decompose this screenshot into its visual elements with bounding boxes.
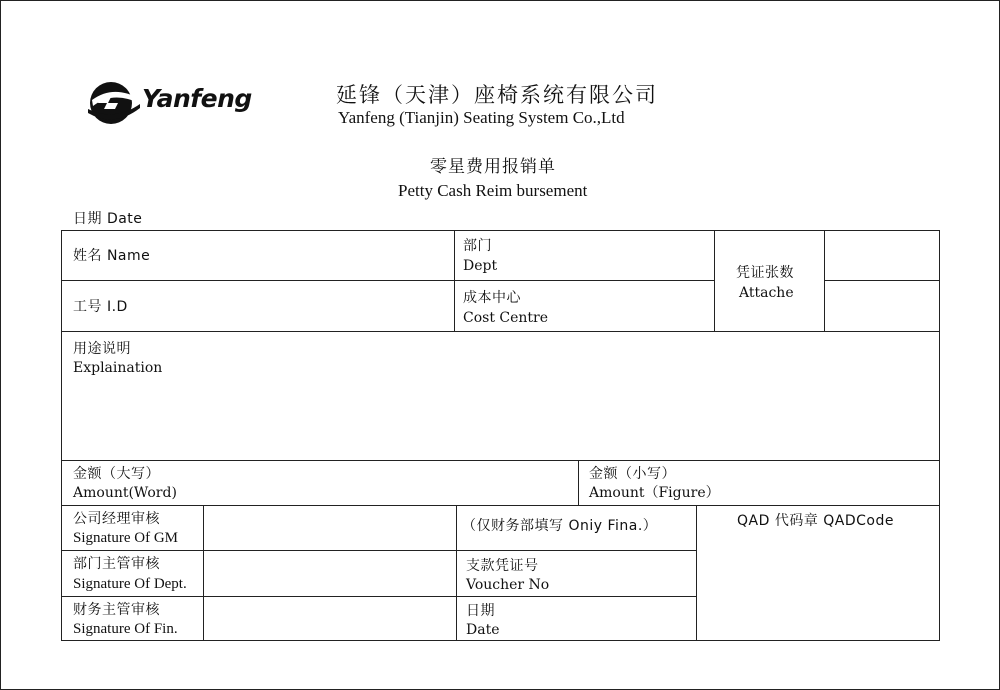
company-name-cn: 延锋（天津）座椅系统有限公司 [336,83,658,107]
date-label: 日期 Date [73,211,143,227]
id-label: 工号 I.D [73,299,128,315]
dept-label-cn: 部门 [463,238,492,254]
name-label: 姓名 Name [73,248,151,264]
grid-line [61,550,696,551]
grid-line [824,230,825,331]
cost-centre-label-cn: 成本中心 [463,290,521,306]
amount-figure-label-cn: 金额（小写） [589,466,676,482]
grid-line [714,230,715,331]
form-title-cn: 零星费用报销单 [430,157,556,177]
grid-line [454,230,455,331]
dept-head-signature-label-cn: 部门主管审核 [73,556,160,572]
grid-line [61,230,62,641]
grid-line [61,505,940,506]
grid-line [824,280,940,281]
grid-line [456,505,457,640]
amount-figure-label-en: Amount（Figure） [589,485,720,501]
grid-line [61,596,696,597]
fin-head-signature-label-en: Signature Of Fin. [73,621,178,637]
attache-label-cn: 凭证张数 [736,265,794,281]
attache-label-en: Attache [739,285,794,301]
amount-word-label-en: Amount(Word) [73,485,177,501]
cost-centre-label-en: Cost Centre [463,310,549,326]
gm-signature-label-cn: 公司经理审核 [73,511,160,527]
date-field-label-cn: 日期 [466,603,495,619]
dept-head-signature-label-en: Signature Of Dept. [73,576,187,592]
grid-line [61,230,940,231]
grid-line [61,460,940,461]
grid-line [696,505,697,640]
grid-line [203,505,204,640]
grid-line [578,460,579,505]
company-name-en: Yanfeng (Tianjin) Seating System Co.,Ltd [338,108,625,127]
voucher-no-label-en: Voucher No [466,577,550,593]
grid-line [61,280,715,281]
date-field-label-en: Date [466,622,500,638]
explanation-label-en: Explaination [73,360,163,376]
qad-code-label: QAD 代码章 QADCode [737,513,894,529]
finance-only-label: （仅财务部填写 Oniy Fina.） [462,518,658,534]
form-title-en: Petty Cash Reim bursement [398,181,588,200]
grid-line [61,640,940,641]
fin-head-signature-label-cn: 财务主管审核 [73,602,160,618]
grid-line [61,331,940,332]
explanation-label-cn: 用途说明 [73,341,131,357]
voucher-no-label-cn: 支款凭证号 [466,558,539,574]
gm-signature-label-en: Signature Of GM [73,530,178,546]
dept-label-en: Dept [463,258,498,274]
yanfeng-logo-icon [84,76,144,130]
grid-line [939,230,940,641]
amount-word-label-cn: 金额（大写） [73,466,160,482]
brand-name: Yanfeng [142,84,252,113]
